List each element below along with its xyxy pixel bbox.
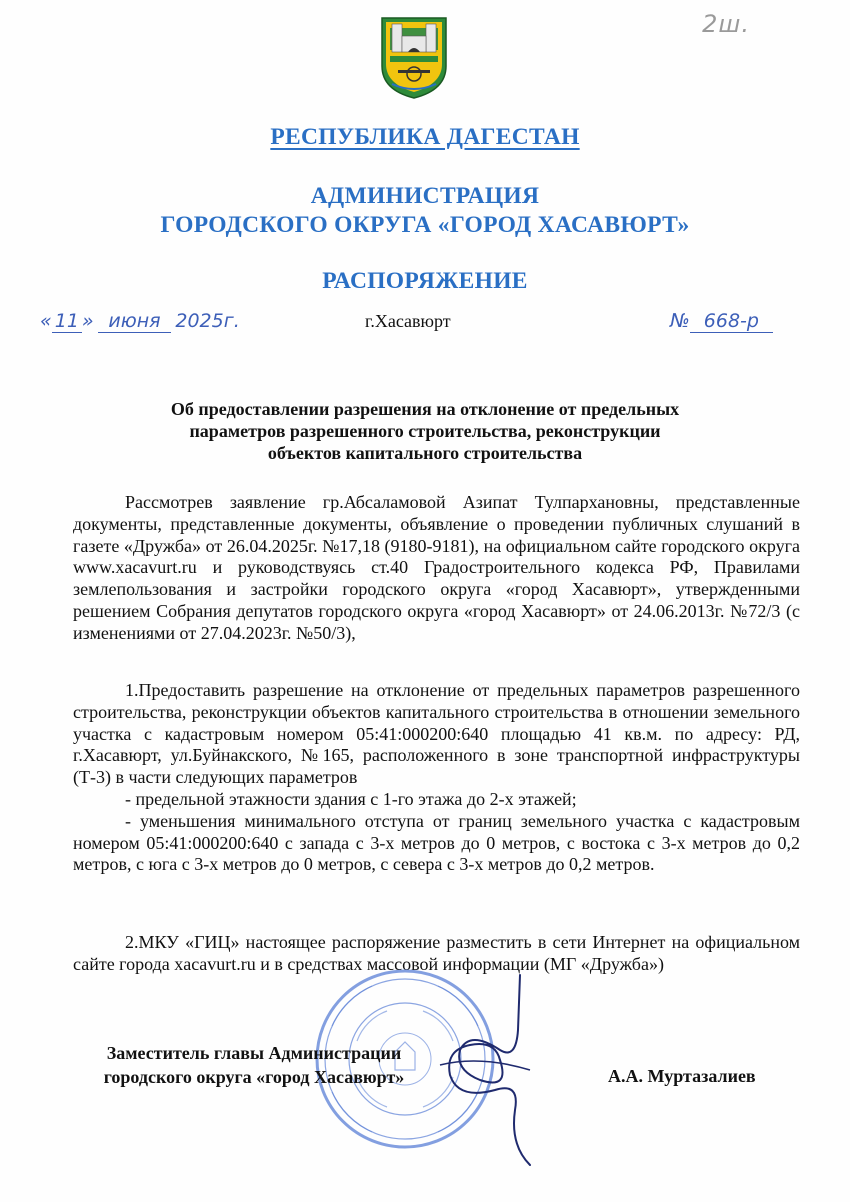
date-field (40, 310, 240, 333)
date-close-quote: » (81, 310, 94, 332)
intro-paragraph: Рассмотрев заявление гр.Абсаламовой Азипат Тулпархановны, представленные документы, представленные документы, объявление о проведении публичных слушаний в газете «Дружба» от 26.04.2025г. №17,18 (9180-9181), на официальном сайте городского округа www.xacavurt.ru и руководствуясь ст.40 Градостроительного кодекса РФ, Правилами землепользования и застройки городского округа «город Хасавюрт», утвержденными решением Собрания депутатов городского округа «город Хасавюрт» от 24.06.2013г. №72/3 (с изменениями от 27.04.2023г. №50/3), (73, 492, 800, 643)
date-day: 11 (52, 310, 82, 333)
number-prefix: № (670, 310, 690, 332)
signatory-title-line2: городского округа «город Хасавюрт» (103, 1067, 405, 1087)
signatory-name: А.А. Муртазалиев (608, 1066, 756, 1086)
administration-title-line2: ГОРОДСКОГО ОКРУГА «ГОРОД ХАСАВЮРТ» (160, 212, 690, 238)
subject-line3: объектов капитального строительства (267, 443, 583, 463)
order-subject (120, 398, 730, 464)
item-1-floors: - предельной этажности здания с 1-го этажа до 2-х этажей; (125, 788, 577, 809)
document-type-title: РАСПОРЯЖЕНИЕ (322, 268, 528, 294)
subject-line1: Об предоставлении разрешения на отклонение от предельных (170, 399, 680, 419)
handwritten-signature (400, 970, 580, 1170)
date-open-quote: « (40, 310, 52, 332)
date-month: июня (98, 310, 170, 333)
item-1-block (73, 680, 800, 876)
item-1-setbacks: - уменьшения минимального отступа от границ земельного участка с кадастровым номером 05:41:000200:640 с запада с 3-х метров до 0 метров, с востока с 3-х метров до 0,2 метров, с юга с 3-х метров до 0 метров, с севера с 3-х метров до 0,2 метров. (73, 810, 800, 875)
item-2-paragraph: 2.МКУ «ГИЦ» настоящее распоряжение разместить в сети Интернет на официальном сайте города xacavurt.ru и в средствах массовой информации (МГ «Дружба») (73, 932, 800, 974)
city-label: г.Хасавюрт (365, 311, 451, 331)
signatory-title (84, 1041, 424, 1089)
item-1-text: 1.Предоставить разрешение на отклонение от предельных параметров разрешенного строительства, реконструкции объектов капитального строительства в отношении земельного участка с кадастровым номером 05:41:000200:640 площадью 41 кв.м. по адресу: РД, г.Хасавюрт, ул.Буйнакского, №165, расположенного в зоне транспортной инфраструктуры (Т-3) в части следующих параметров (73, 680, 800, 788)
coat-of-arms-emblem (378, 14, 450, 100)
administration-title-line1: АДМИНИСТРАЦИЯ (310, 183, 540, 209)
order-number (670, 310, 773, 332)
subject-line2: параметров разрешенного строительства, реконструкции (189, 421, 661, 441)
handwritten-corner-note: 2ш. (702, 10, 750, 38)
number-value: 668-р (690, 310, 773, 333)
signatory-title-line1: Заместитель главы Администрации (106, 1043, 402, 1063)
date-year: 2025г. (175, 310, 240, 332)
republic-title: РЕСПУБЛИКА ДАГЕСТАН (270, 124, 580, 150)
